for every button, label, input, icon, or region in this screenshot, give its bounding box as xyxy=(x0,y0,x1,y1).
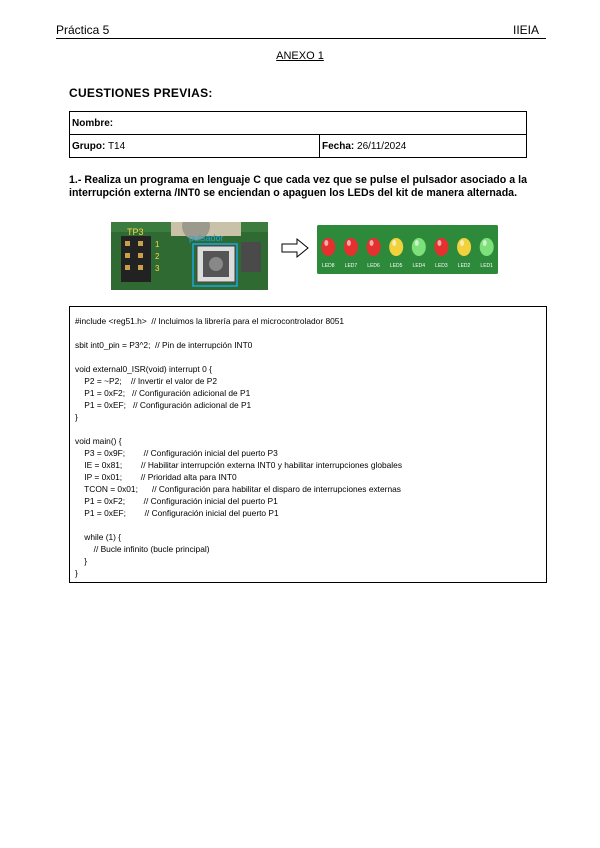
code-line: sbit int0_pin = P3^2; // Pin de interrupción INT0 xyxy=(75,340,253,350)
code-line: P1 = 0xF2; // Configuración inicial del puerto P1 xyxy=(75,496,278,506)
led-label: LED7 xyxy=(344,263,358,269)
label-pulsador: pulsador xyxy=(189,233,224,243)
code-line: } xyxy=(75,412,78,422)
code-line xyxy=(75,327,402,339)
code-line: void main() { xyxy=(75,436,122,446)
code-line: TCON = 0x01; // Configuración para habilitar el disparo de interrupciones externas xyxy=(75,484,401,494)
code-line xyxy=(75,519,402,531)
code-listing xyxy=(75,315,402,579)
code-line: P1 = 0xEF; // Configuración adicional de P1 xyxy=(75,400,252,410)
led-label: LED5 xyxy=(389,263,403,269)
code-line: } xyxy=(75,556,88,566)
led-strip-illustration xyxy=(317,225,498,274)
question-text: Realiza un programa en lenguaje C que cada vez que se pulse el pulsador asociado a la interrupción externa /INT0 se enciendan o apaguen los LEDs del kit de manera alternada. xyxy=(69,174,527,199)
label-tp3: TP3 xyxy=(127,227,144,237)
code-line: // Bucle infinito (bucle principal) xyxy=(75,544,210,554)
code-line: P1 = 0xF2; // Configuración adicional de P1 xyxy=(75,388,251,398)
led-label: LED4 xyxy=(412,263,426,269)
board-photo xyxy=(111,222,268,290)
code-line: #include <reg51.h> // Incluimos la librería para el microcontrolador 8051 xyxy=(75,316,345,326)
led-label: LED1 xyxy=(480,263,493,269)
header-left-title: Práctica 5 xyxy=(56,23,110,37)
label-pin-3: 3 xyxy=(155,264,160,273)
question-number: 1.- xyxy=(69,174,82,186)
code-line: P2 = ~P2; // Invertir el valor de P2 xyxy=(75,376,217,386)
code-line: } xyxy=(75,568,78,578)
name-label: Nombre: xyxy=(72,117,114,129)
date-label: Fecha: xyxy=(322,140,355,152)
code-line: P1 = 0xEF; // Configuración inicial del puerto P1 xyxy=(75,508,279,518)
led-strip-photo xyxy=(317,225,498,274)
code-box xyxy=(69,306,547,583)
info-table xyxy=(69,111,527,158)
code-line: P3 = 0x9F; // Configuración inicial del puerto P3 xyxy=(75,448,278,458)
group-cell xyxy=(70,135,320,158)
date-cell xyxy=(320,135,527,158)
date-value: 26/11/2024 xyxy=(357,140,407,152)
annex-title: ANEXO 1 xyxy=(276,50,324,62)
question-1 xyxy=(69,174,527,200)
board-photo-illustration xyxy=(111,222,268,290)
group-label: Grupo: xyxy=(72,140,106,152)
led-label: LED3 xyxy=(435,263,448,269)
led-label: LED2 xyxy=(457,263,471,269)
code-line xyxy=(75,351,402,363)
right-arrow-icon xyxy=(281,237,309,264)
label-pin-1: 1 xyxy=(155,240,160,249)
code-line: void external0_ISR(void) interrupt 0 { xyxy=(75,364,212,374)
code-line xyxy=(75,423,402,435)
group-value: T14 xyxy=(107,140,126,152)
code-line: IP = 0x01; // Prioridad alta para INT0 xyxy=(75,472,237,482)
led-label: LED6 xyxy=(367,263,380,269)
header-rule xyxy=(56,38,546,39)
label-pin-2: 2 xyxy=(155,252,160,261)
led-label: LED8 xyxy=(322,263,335,269)
code-line: IE = 0x81; // Habilitar interrupción externa INT0 y habilitar interrupciones globales xyxy=(75,460,403,470)
code-line: while (1) { xyxy=(75,532,122,542)
header-right-title: IIEIA xyxy=(513,23,540,37)
name-cell xyxy=(70,112,527,135)
section-title: CUESTIONES PREVIAS: xyxy=(69,86,213,100)
